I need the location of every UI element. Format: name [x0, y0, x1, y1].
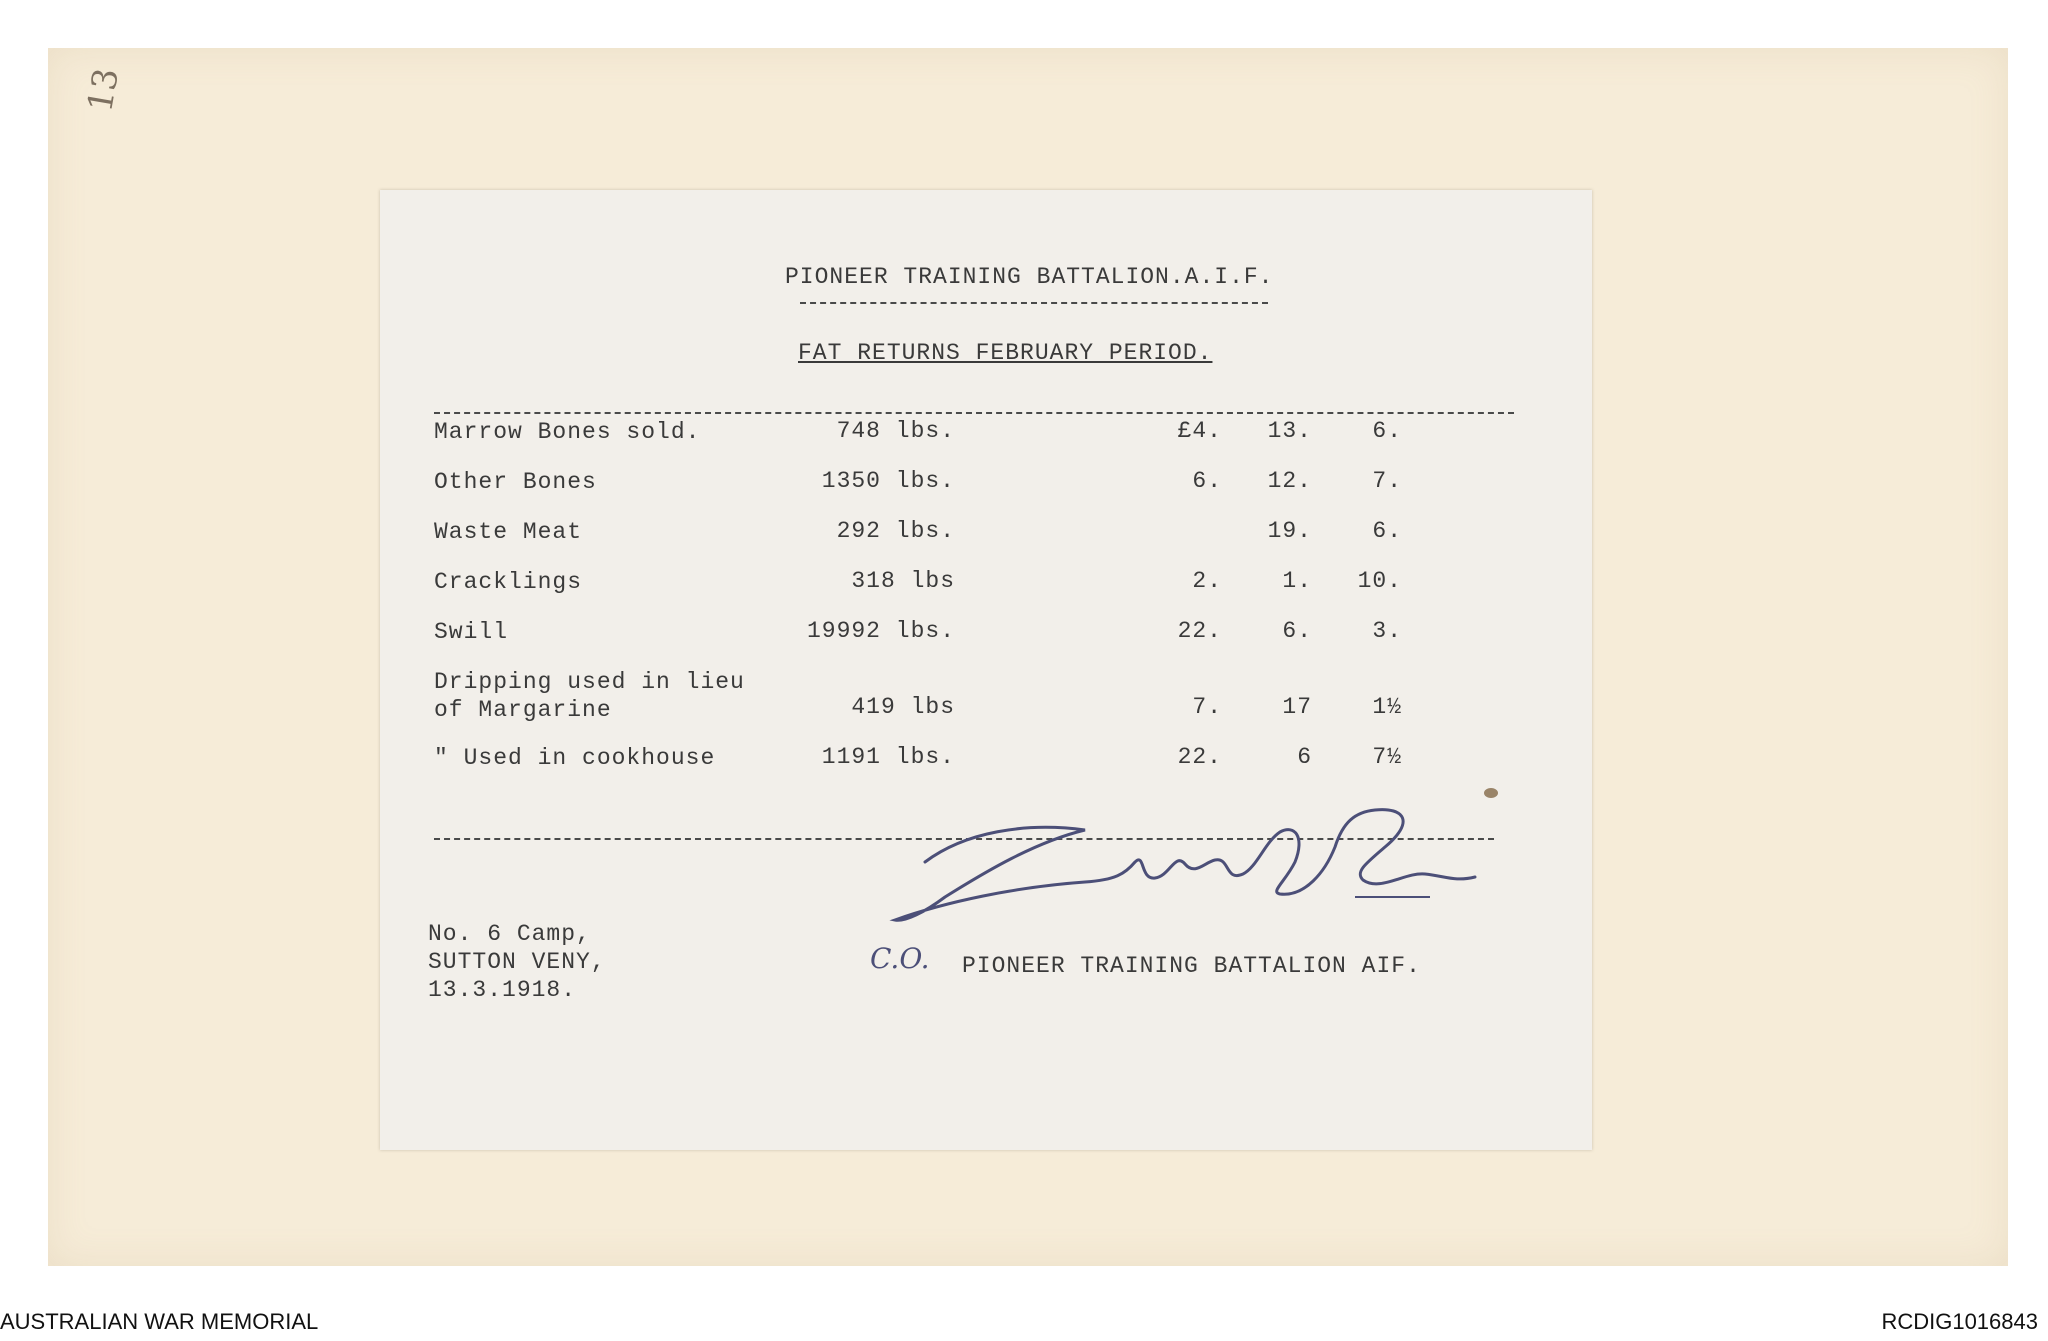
row-pence: 1½: [1372, 694, 1402, 720]
row-label: Swill: [434, 619, 509, 645]
row-label: Dripping used in lieu of Margarine: [434, 669, 745, 723]
row-quantity: 1350 lbs.: [821, 468, 955, 494]
row-pence: 3.: [1372, 618, 1402, 644]
document-subtitle: FAT RETURNS FEBRUARY PERIOD.: [798, 340, 1213, 366]
row-pounds: £4.: [1177, 418, 1222, 444]
row-quantity: 748 lbs.: [836, 418, 955, 444]
footer-right-label: RCDIG1016843: [1881, 1309, 2038, 1334]
row-label: Waste Meat: [434, 519, 583, 545]
row-label: " Used in cookhouse: [434, 745, 716, 771]
row-pounds: 6.: [1192, 468, 1222, 494]
row-shillings: 12.: [1267, 468, 1312, 494]
row-pounds: 7.: [1192, 694, 1222, 720]
footer-left-label: AUSTRALIAN WAR MEMORIAL: [0, 1309, 319, 1334]
row-shillings: 13.: [1267, 418, 1312, 444]
row-pounds: 2.: [1192, 568, 1222, 594]
row-shillings: 1.: [1282, 568, 1312, 594]
row-label: Cracklings: [434, 569, 583, 595]
row-label: Other Bones: [434, 469, 597, 495]
handwritten-prefix: C.O.: [870, 942, 930, 975]
table-top-rule: [434, 412, 1514, 414]
row-pence: 7½: [1372, 744, 1402, 770]
signature-image: [885, 802, 1485, 952]
signature-block: PIONEER TRAINING BATTALION AIF.: [962, 953, 1421, 979]
row-quantity: 1191 lbs.: [821, 744, 955, 770]
address-block: No. 6 Camp, SUTTON VENY, 13.3.1918.: [428, 921, 606, 1003]
row-shillings: 19.: [1267, 518, 1312, 544]
row-quantity: 292 lbs.: [836, 518, 955, 544]
paper-stain: [1484, 788, 1498, 798]
row-pence: 7.: [1372, 468, 1402, 494]
row-pounds: 22.: [1177, 618, 1222, 644]
row-shillings: 6.: [1282, 618, 1312, 644]
document-sheet: [380, 190, 1592, 1150]
row-shillings: 6: [1297, 744, 1312, 770]
page-number: 13: [80, 65, 128, 115]
title-rule: [800, 302, 1268, 304]
row-label: Marrow Bones sold.: [434, 419, 701, 445]
row-shillings: 17: [1282, 694, 1312, 720]
row-pence: 6.: [1372, 418, 1402, 444]
row-pence: 10.: [1357, 568, 1402, 594]
row-quantity: 419 lbs: [851, 694, 955, 720]
document-title: PIONEER TRAINING BATTALION.A.I.F.: [785, 264, 1274, 290]
row-quantity: 318 lbs: [851, 568, 955, 594]
row-quantity: 19992 lbs.: [806, 618, 955, 644]
row-pounds: 22.: [1177, 744, 1222, 770]
row-pence: 6.: [1372, 518, 1402, 544]
